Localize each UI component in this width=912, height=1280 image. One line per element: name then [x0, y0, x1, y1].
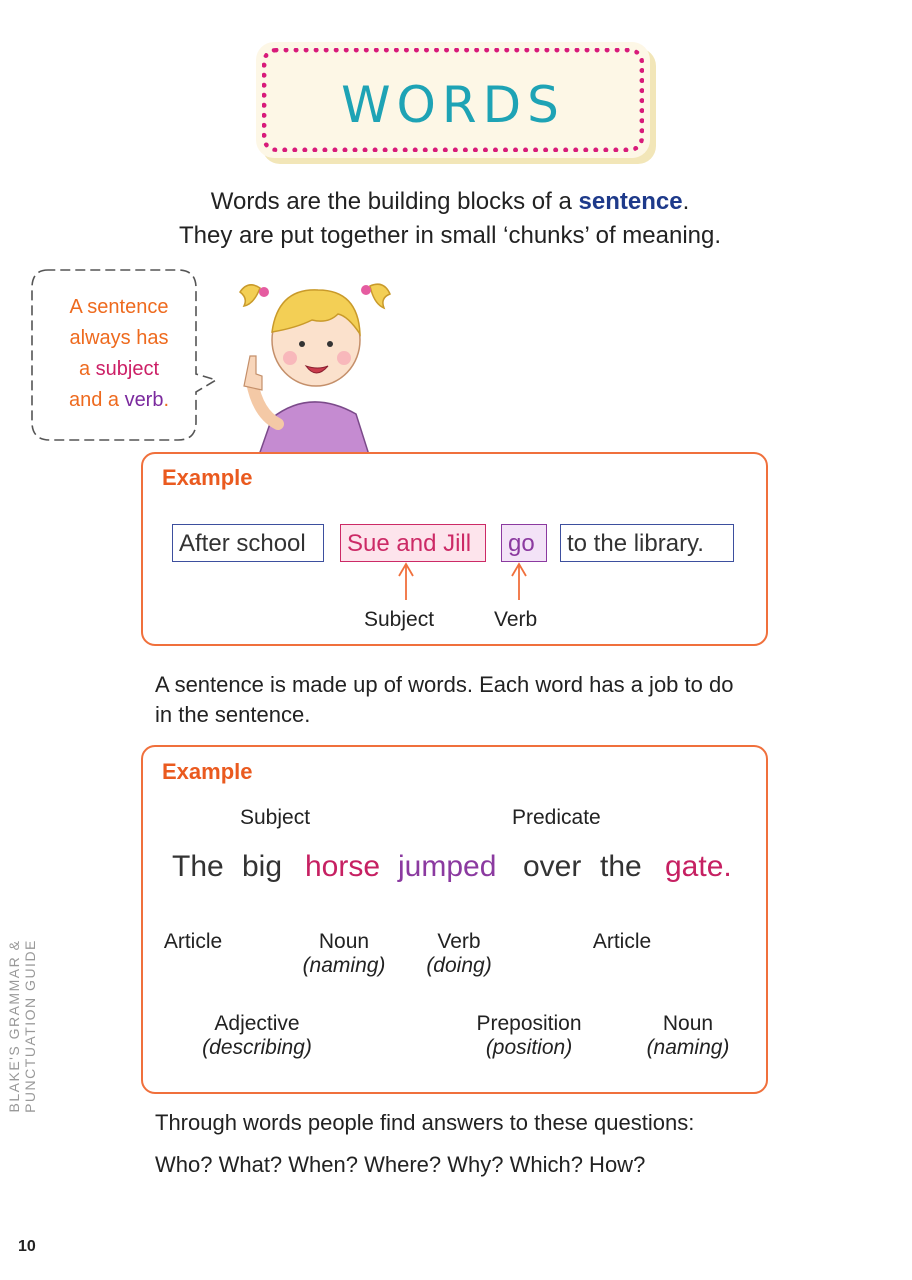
- pos-verb-desc: (doing): [426, 954, 492, 977]
- intro-line-2: They are put together in small ‘chunks’ of meaning.: [178, 222, 722, 249]
- pos-noun-2-name: Noun: [662, 1012, 714, 1035]
- pos-preposition-name: Preposition: [476, 1012, 582, 1035]
- word-horse: horse: [305, 850, 381, 883]
- pos-article-2: Article: [592, 930, 652, 953]
- intro-line-1-prefix: Words are the building blocks of a: [210, 188, 579, 215]
- word-the-2: the: [600, 850, 642, 883]
- word-jumped: jumped: [398, 850, 497, 883]
- book-spine-title: BLAKE'S GRAMMAR & PUNCTUATION GUIDE: [6, 939, 38, 1113]
- subject-label: Subject: [364, 608, 435, 631]
- pos-adjective-name: Adjective: [214, 1012, 300, 1035]
- subject-span-label: Subject: [240, 806, 311, 829]
- predicate-span-label: Predicate: [512, 806, 601, 829]
- word-over: over: [523, 850, 582, 883]
- pos-adjective-desc: (describing): [202, 1036, 312, 1059]
- bubble-line-1: A sentence: [69, 296, 169, 318]
- pos-adjective: [190, 1012, 324, 1060]
- pos-verb-name: Verb: [437, 930, 481, 953]
- example-1-label: Example: [162, 465, 253, 490]
- chunk-to-the-library: to the library.: [560, 524, 734, 562]
- chunk-verb: go: [501, 524, 547, 562]
- chunk-subject: Sue and Jill: [340, 524, 486, 562]
- bubble-line-4-suffix: .: [163, 389, 170, 411]
- word-big: big: [242, 850, 283, 883]
- page-number: 10: [18, 1238, 36, 1255]
- bubble-subject-word: subject: [95, 358, 160, 380]
- explanation-paragraph: A sentence is made up of words. Each word has a job to do in the sentence.: [155, 672, 734, 727]
- pos-noun-1-name: Noun: [318, 930, 370, 953]
- pos-verb: [414, 930, 504, 978]
- bubble-line-4-prefix: and a: [68, 389, 125, 411]
- verb-label: Verb: [494, 608, 538, 631]
- example-2-label: Example: [162, 759, 253, 784]
- chunk-after-school: After school: [172, 524, 324, 562]
- closing-questions: Who? What? When? Where? Why? Which? How?: [155, 1152, 646, 1177]
- bubble-line-3-prefix: a: [78, 358, 96, 380]
- closing-line-1: Through words people find answers to these questions:: [155, 1110, 695, 1135]
- pos-preposition: [462, 1012, 596, 1060]
- pos-noun-2-desc: (naming): [646, 1036, 730, 1059]
- pos-noun-1: [290, 930, 398, 978]
- sentence-keyword: sentence: [578, 188, 683, 215]
- word-gate: gate.: [665, 850, 732, 883]
- bubble-verb-word: verb: [124, 389, 164, 411]
- intro-line-1-suffix: .: [682, 188, 690, 215]
- pos-article-1: Article: [163, 930, 223, 953]
- pos-noun-2: [634, 1012, 742, 1060]
- pos-noun-1-desc: (naming): [302, 954, 386, 977]
- word-the-1: The: [172, 850, 224, 883]
- bubble-line-2: always has: [69, 327, 169, 349]
- page-title: WORDS: [341, 76, 565, 134]
- pos-preposition-desc: (position): [485, 1036, 573, 1059]
